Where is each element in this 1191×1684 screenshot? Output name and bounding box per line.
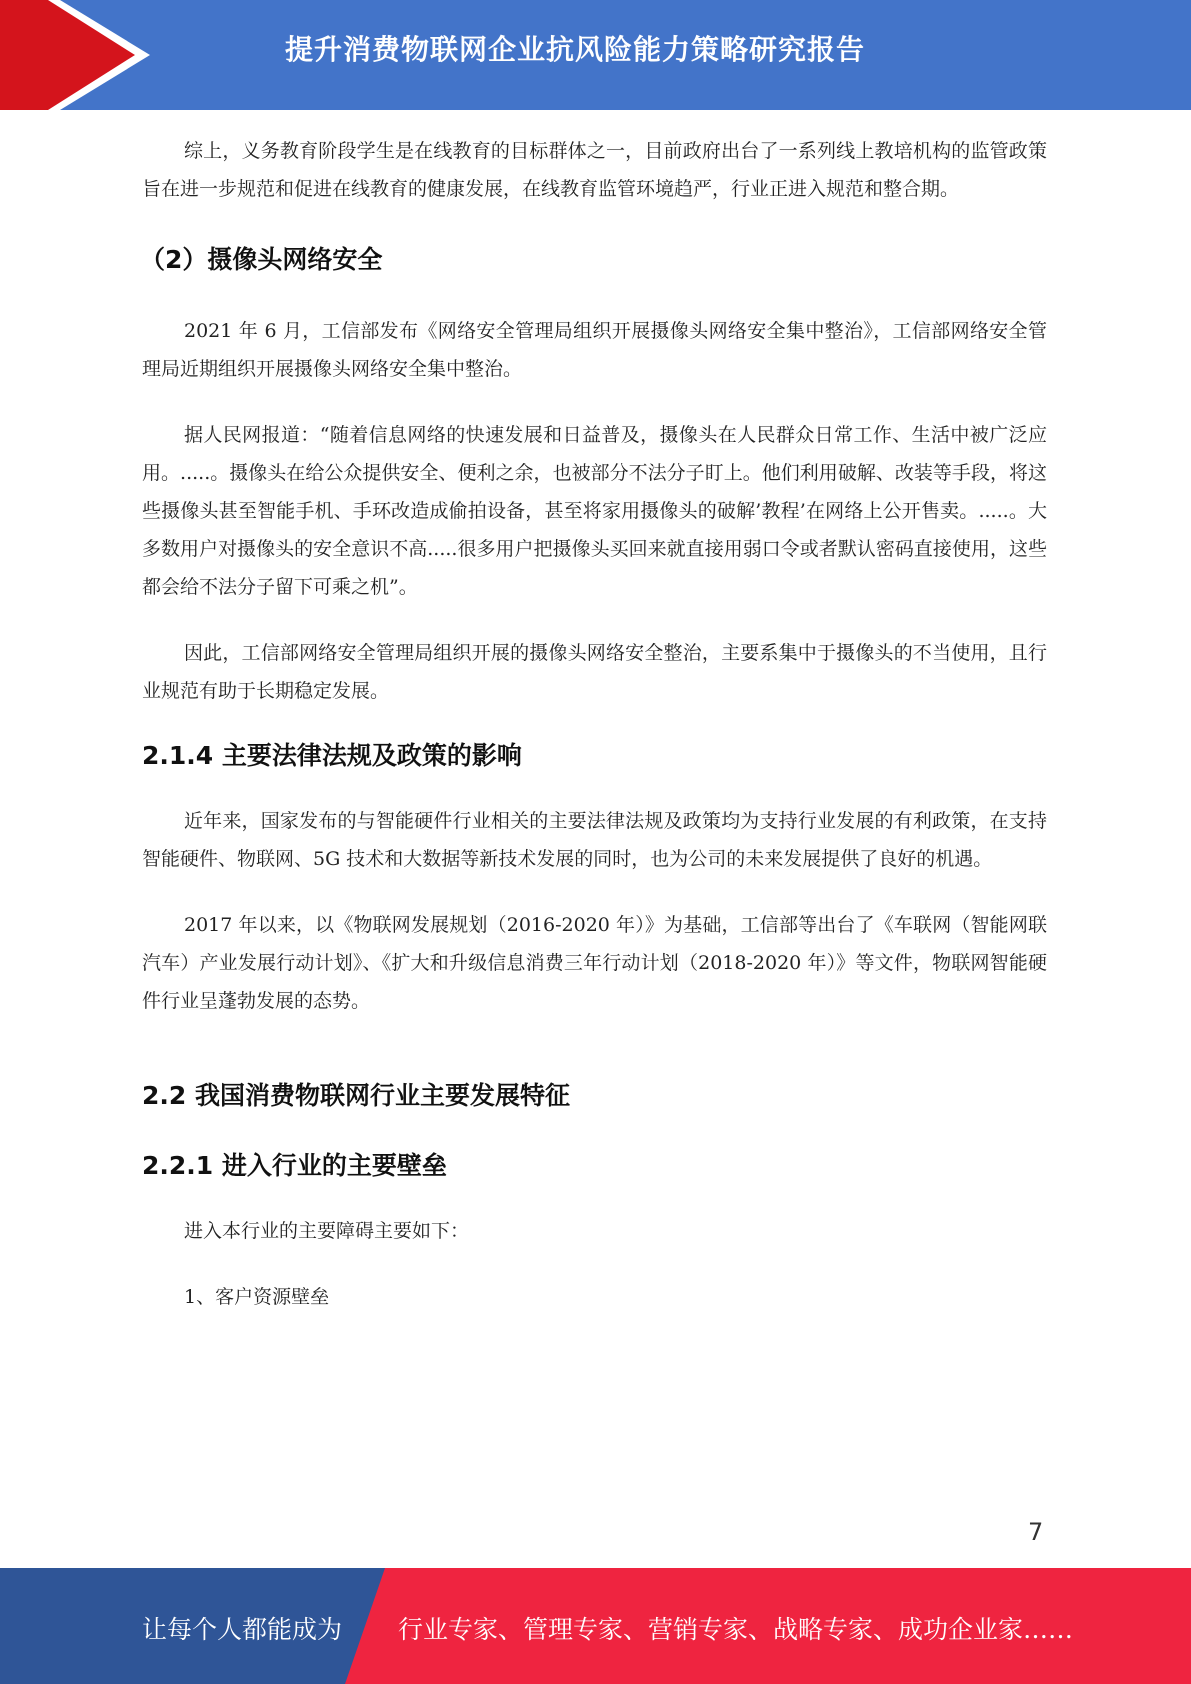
list-item-customer-barrier: 1、客户资源壁垒 xyxy=(184,1286,330,1308)
page-footer xyxy=(0,1568,1191,1684)
heading-2-1-4: 2.1.4 主要法律法规及政策的影响 xyxy=(142,741,522,770)
heading-2-2: 2.2 我国消费物联网行业主要发展特征 xyxy=(142,1081,570,1110)
page-number: 7 xyxy=(1028,1518,1044,1546)
paragraph-policy-support: 近年来，国家发布的与智能硬件行业相关的主要法律法规及政策均为支持行业发展的有利政策，在支持智能硬件、物联网、5G 技术和大数据等新技术发展的同时，也为公司的未来发展提供了良好的机遇。 xyxy=(142,810,1047,870)
paragraph-iot-planning: 2017 年以来，以《物联网发展规划（2016-2020 年）》为基础，工信部等出台了《车联网（智能网联汽车）产业发展行动计划》、《扩大和升级信息消费三年行动计划（2018-2020 年）》等文件，物联网智能硬件行业呈蓬勃发展的态势。 xyxy=(142,914,1047,1012)
document-body xyxy=(142,132,1047,1316)
report-title: 提升消费物联网企业抗风险能力策略研究报告 xyxy=(285,33,866,66)
paragraph-barriers-intro: 进入本行业的主要障碍主要如下： xyxy=(184,1220,470,1242)
heading-camera-security: （2）摄像头网络安全 xyxy=(140,245,383,274)
footer-slogan-left: 让每个人都能成为 xyxy=(142,1615,343,1644)
heading-2-2-1: 2.2.1 进入行业的主要壁垒 xyxy=(142,1151,447,1180)
footer-slogan-right: 行业专家、管理专家、营销专家、战略专家、成功企业家…… xyxy=(398,1615,1074,1644)
paragraph-summary: 综上，义务教育阶段学生是在线教育的目标群体之一，目前政府出台了一系列线上教培机构的监管政策旨在进一步规范和促进在线教育的健康发展，在线教育监管环境趋严，行业正进入规范和整合期。 xyxy=(142,140,1047,200)
page-header xyxy=(0,0,1191,110)
paragraph-conclusion: 因此，工信部网络安全管理局组织开展的摄像头网络安全整治，主要系集中于摄像头的不当使用，且行业规范有助于长期稳定发展。 xyxy=(142,642,1047,702)
header-chevron-decoration xyxy=(0,0,160,110)
paragraph-camera-rectification: 2021 年 6 月，工信部发布《网络安全管理局组织开展摄像头网络安全集中整治》，工信部网络安全管理局近期组织开展摄像头网络安全集中整治。 xyxy=(142,320,1047,380)
paragraph-peoples-daily-quote: 据人民网报道：“随着信息网络的快速发展和日益普及，摄像头在人民群众日常工作、生活中被广泛应用。.....。摄像头在给公众提供安全、便利之余，也被部分不法分子盯上。他们利用破解、改装等手段，将这些摄像头甚至智能手机、手环改造成偷拍设备，甚至将家用摄像头的破解’教程’在网络上公开售卖。.....。大多数用户对摄像头的安全意识不高.....很多用户把摄像头买回来就直接用弱口令或者默认密码直接使用，这些都会给不法分子留下可乘之机”。 xyxy=(142,424,1047,598)
